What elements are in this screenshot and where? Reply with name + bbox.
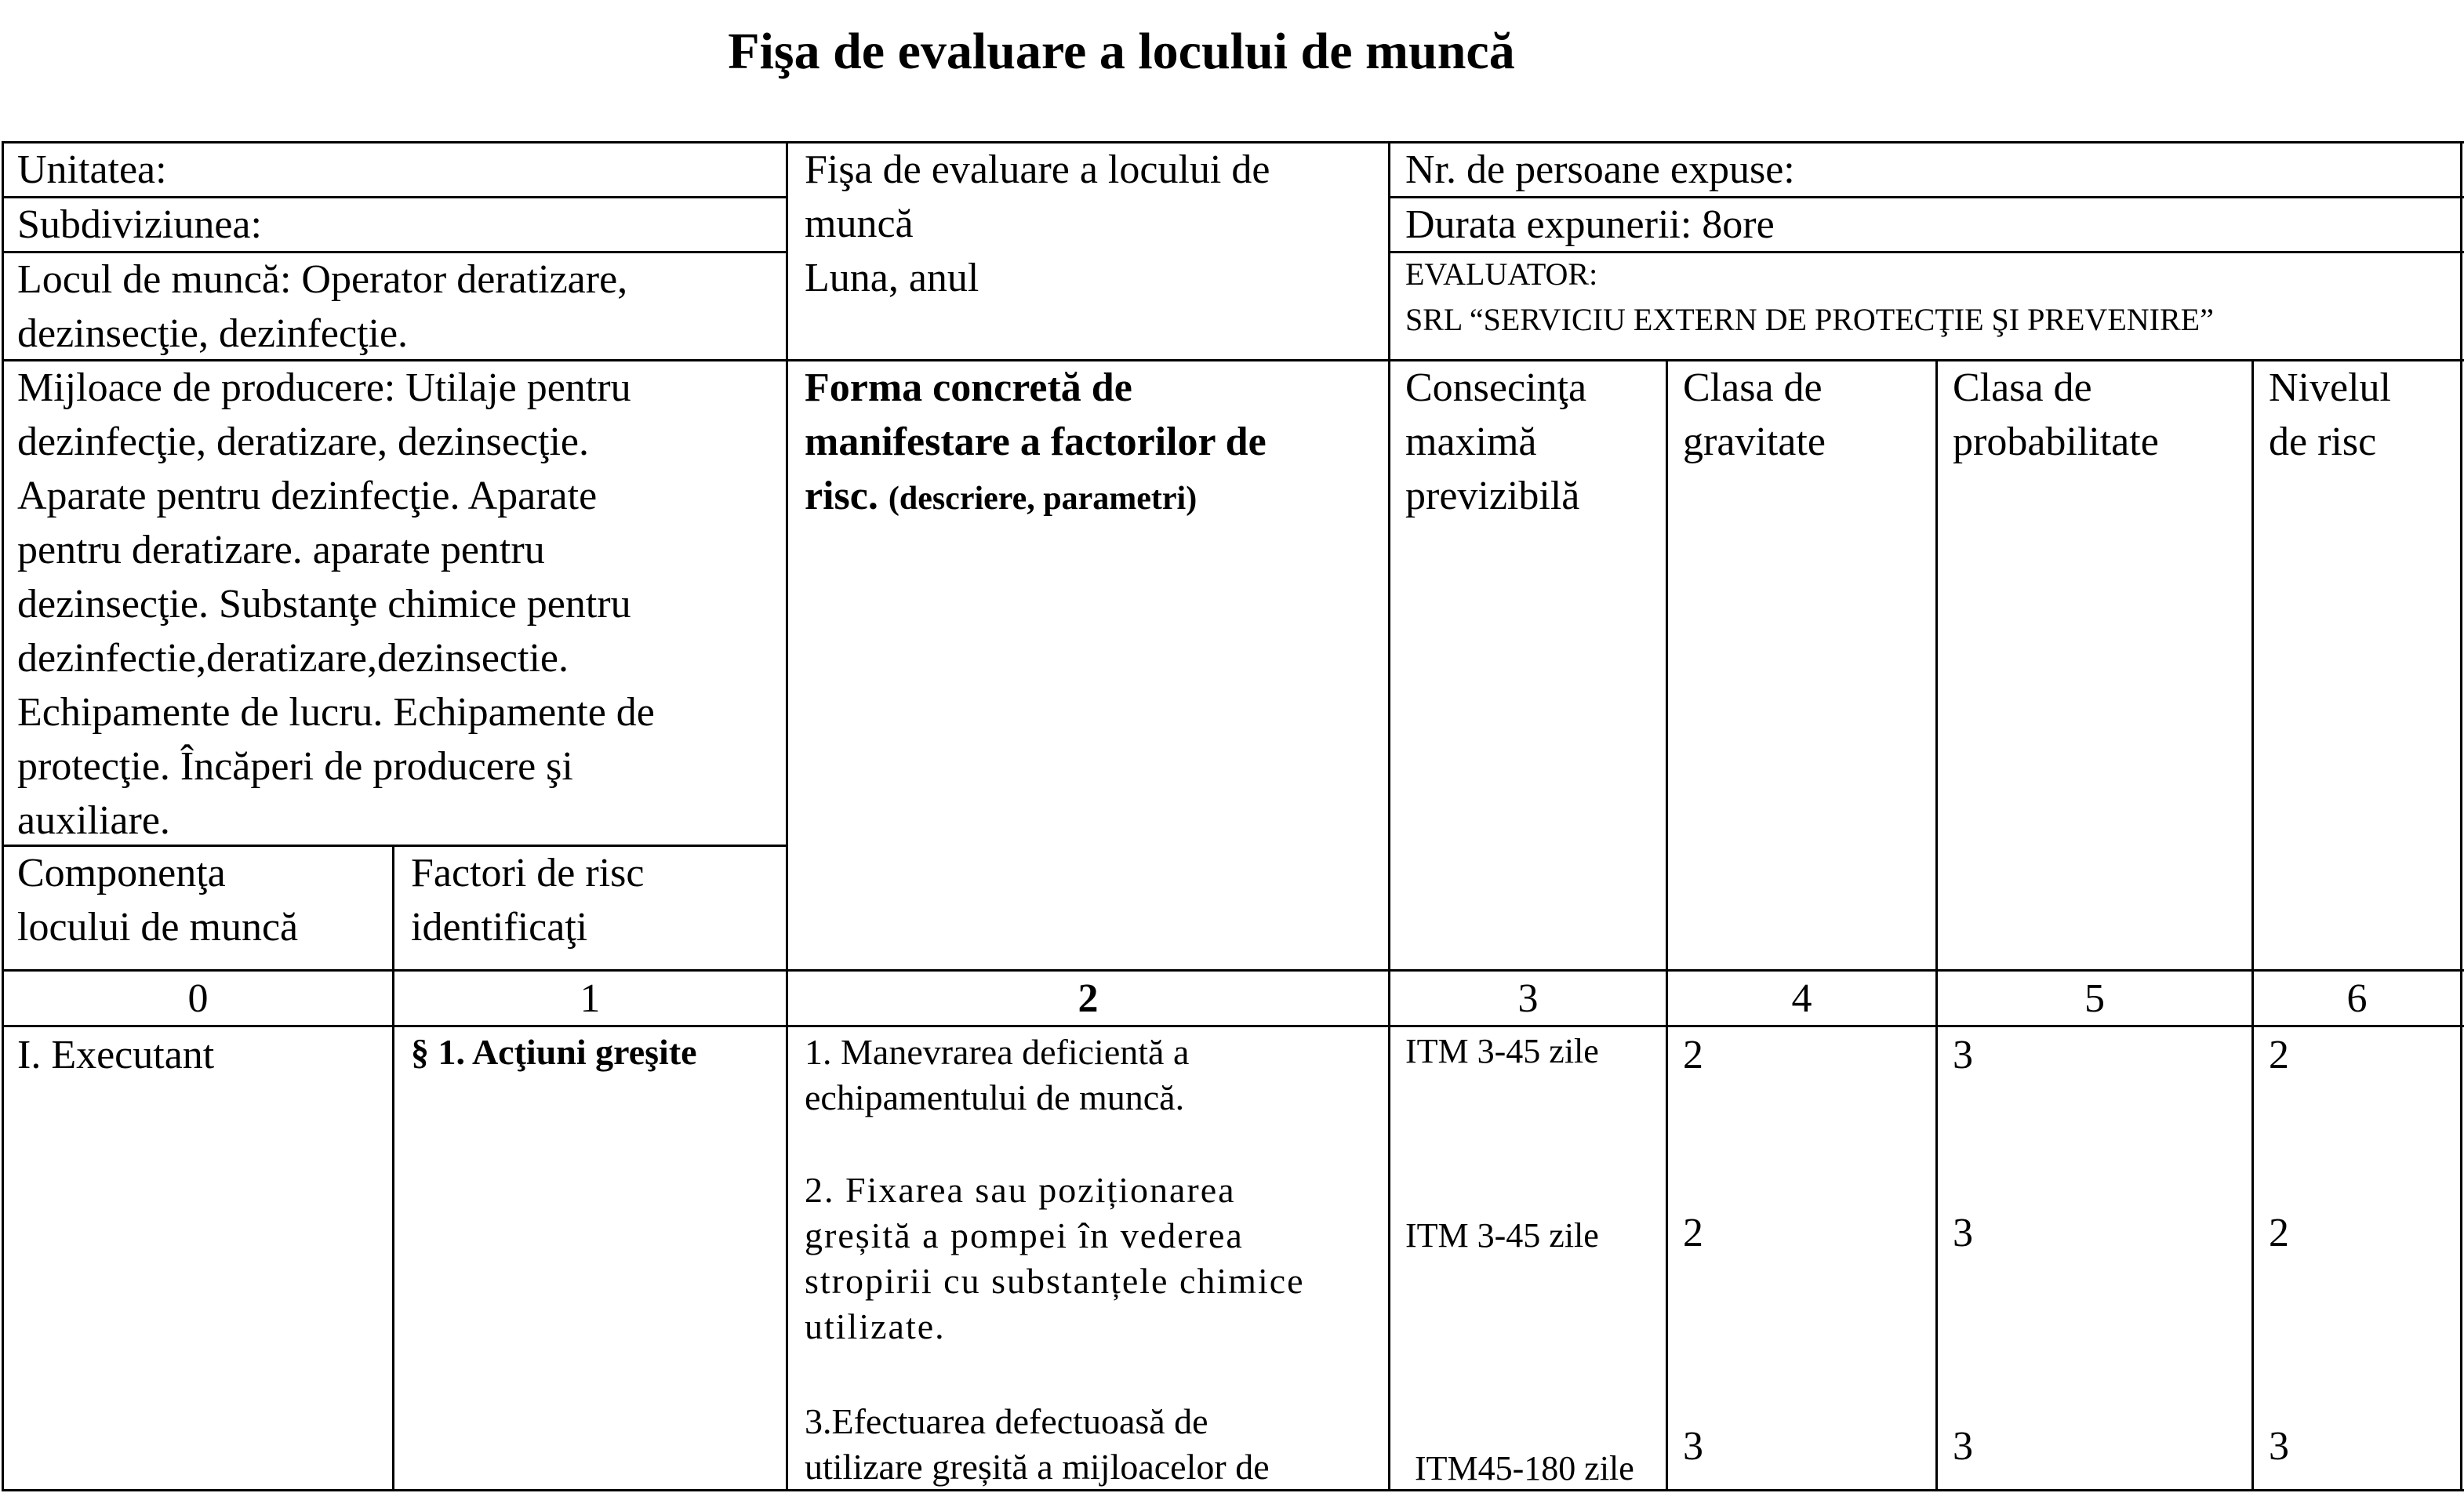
header-line: previzibilă xyxy=(1405,474,1580,518)
gravitate-value: 2 xyxy=(1683,1033,1703,1077)
mijloace-line: Echipamente de lucru. Echipamente de xyxy=(17,690,655,735)
locul-line: dezinsecţie, dezinfecţie. xyxy=(17,311,409,356)
factor-actiuni-gresite: § 1. Acţiuni greşite xyxy=(411,1032,697,1072)
col-number: 3 xyxy=(1517,976,1539,1021)
locul-de-munca xyxy=(17,252,627,361)
mijloace-line: Aparate pentru dezinfecţie. Aparate xyxy=(17,474,598,518)
header-line: Nivelul xyxy=(2269,365,2391,410)
risk-description xyxy=(805,1399,1270,1490)
durata-expunerii: Durata expunerii: 8ore xyxy=(1405,202,1775,247)
header-line: Forma concretă de xyxy=(805,365,1132,410)
probabilitate-value: 3 xyxy=(1953,1424,1973,1469)
header-line: Factori de risc xyxy=(411,851,645,895)
probabilitate-value: 3 xyxy=(1953,1033,1973,1077)
grid-line xyxy=(1666,359,1668,1491)
description-line: stropirii cu substanțele chimice xyxy=(805,1261,1305,1301)
fisa-line: muncă xyxy=(805,202,914,246)
header-componenta xyxy=(17,846,298,954)
gravitate-value: 3 xyxy=(1683,1424,1703,1469)
mijloace-line: protecţie. Încăperi de producere şi xyxy=(17,744,573,789)
description-line: 3.Efectuarea defectuoasă de xyxy=(805,1401,1208,1441)
header-factori xyxy=(411,846,644,954)
header-line: maximă xyxy=(1405,420,1537,464)
grid-line xyxy=(1935,359,1938,1491)
header-gravitate xyxy=(1683,361,1826,469)
header-line: Clasa de xyxy=(1953,365,2092,410)
col-number: 6 xyxy=(2346,976,2368,1021)
header-line: identificaţi xyxy=(411,905,588,950)
mijloace-line: pentru deratizare. aparate pentru xyxy=(17,528,545,572)
col-number: 4 xyxy=(1791,976,1812,1021)
header-line: de risc xyxy=(2269,420,2377,464)
nr-persoane-label: Nr. de persoane expuse: xyxy=(1405,147,1795,192)
description-line: 2. Fixarea sau poziționarea xyxy=(805,1170,1236,1210)
col-number: 1 xyxy=(580,976,601,1021)
header-line: manifestare a factorilor de xyxy=(805,420,1267,464)
description-line: 1. Manevrarea deficientă a xyxy=(805,1032,1190,1072)
description-line: echipamentului de muncă. xyxy=(805,1077,1185,1117)
header-nivel xyxy=(2269,361,2391,469)
locul-line: Locul de muncă: Operator deratizare, xyxy=(17,257,628,302)
table-border-right xyxy=(2460,141,2462,1491)
mijloace-line: dezinsecţie. Substanţe chimice pentru xyxy=(17,582,631,627)
evaluator-name: SRL “SERVICIU EXTERN DE PROTECŢIE ŞI PREVENIRE” xyxy=(1405,302,2214,337)
header-line: probabilitate xyxy=(1953,420,2159,464)
description-line: utilizare greșită a mijloacelor de xyxy=(805,1447,1270,1487)
fisa-line: Luna, anul xyxy=(805,256,979,300)
grid-line xyxy=(1388,141,1390,1491)
risk-description xyxy=(805,1030,1189,1121)
unitatea-label: Unitatea: xyxy=(17,147,167,192)
grid-line xyxy=(392,845,394,1491)
mijloace-de-producere xyxy=(17,361,655,848)
header-forma-concreta xyxy=(805,361,1267,526)
header-line: Consecinţa xyxy=(1405,365,1587,410)
document-title: Fişa de evaluare a locului de muncă xyxy=(728,23,1515,80)
header-probabilitate xyxy=(1953,361,2159,469)
mijloace-line: dezinfecţie, deratizare, dezinsecţie. xyxy=(17,420,589,464)
evaluator-label: EVALUATOR: xyxy=(1405,256,1598,292)
mijloace-line: dezinfectie,deratizare,dezinsectie. xyxy=(17,636,569,681)
subdiviziunea-label: Subdiviziunea: xyxy=(17,202,262,247)
header-consecinta xyxy=(1405,361,1586,523)
nivel-value: 2 xyxy=(2269,1033,2289,1077)
consecinta-value: ITM45-180 zile xyxy=(1415,1449,1634,1488)
col-number: 5 xyxy=(2084,976,2105,1021)
header-note: (descriere, parametri) xyxy=(888,481,1197,517)
header-line: Clasa de xyxy=(1683,365,1823,410)
probabilitate-value: 3 xyxy=(1953,1211,1973,1255)
grid-line xyxy=(2251,359,2254,1491)
nivel-value: 2 xyxy=(2269,1211,2289,1255)
header-line: locului de muncă xyxy=(17,905,299,950)
col-number: 2 xyxy=(1078,976,1099,1021)
grid-line xyxy=(786,141,788,1491)
mijloace-line: Mijloace de producere: Utilaje pentru xyxy=(17,365,631,410)
mijloace-line: auxiliare. xyxy=(17,798,170,843)
description-line: utilizate. xyxy=(805,1306,946,1346)
header-line xyxy=(805,469,1267,526)
header-text: risc. xyxy=(805,474,878,518)
gravitate-value: 2 xyxy=(1683,1211,1703,1255)
table-border-left xyxy=(2,141,4,1491)
header-line: gravitate xyxy=(1683,420,1826,464)
fisa-evaluare-label xyxy=(805,143,1270,305)
header-line: Componenţa xyxy=(17,851,226,895)
consecinta-value: ITM 3-45 zile xyxy=(1405,1032,1599,1070)
col-number: 0 xyxy=(187,976,209,1021)
risk-description xyxy=(805,1168,1305,1350)
consecinta-value: ITM 3-45 zile xyxy=(1405,1216,1599,1255)
fisa-line: Fişa de evaluare a locului de xyxy=(805,147,1270,192)
description-line: greșită a pompei în vederea xyxy=(805,1215,1244,1255)
nivel-value: 3 xyxy=(2269,1424,2289,1469)
component-executant: I. Executant xyxy=(17,1033,215,1077)
